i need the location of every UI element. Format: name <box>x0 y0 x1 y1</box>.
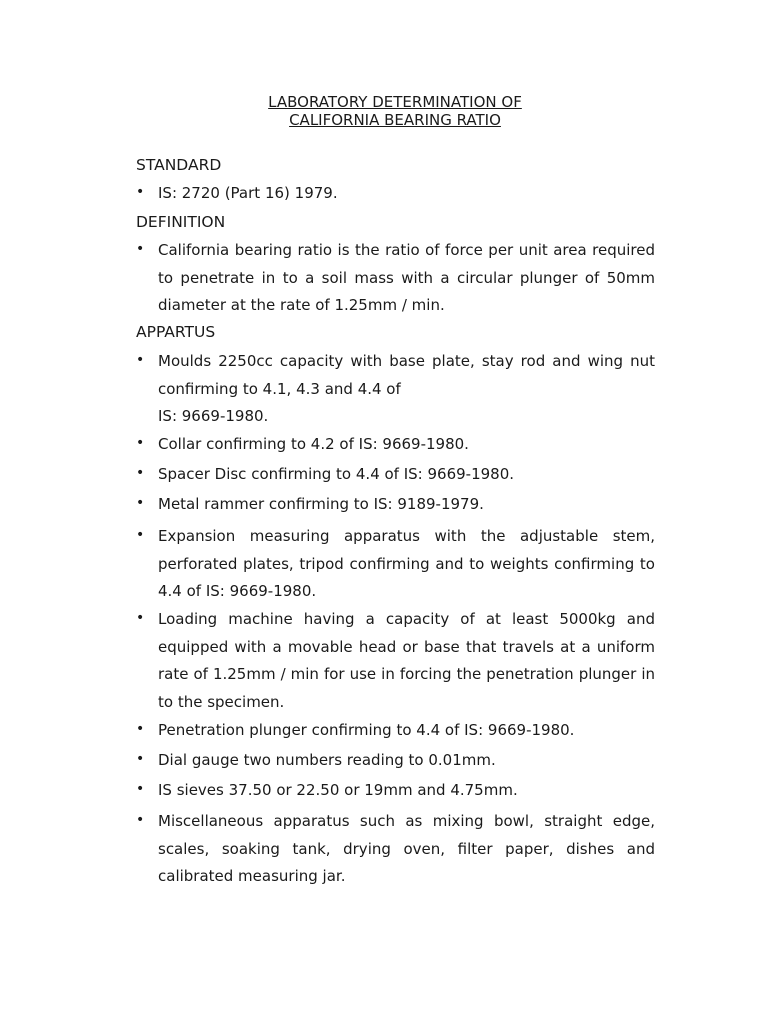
section-heading-apparatus: APPARTUS <box>136 323 216 341</box>
list-item-text: California bearing ratio is the ratio of force per unit area required to penetrate in to a soil mass with a circular plunger of 50mm diameter at the rate of 1.25mm / min. <box>158 241 655 314</box>
bullet-icon: • <box>136 184 145 200</box>
list-item-text: IS sieves 37.50 or 22.50 or 19mm and 4.75mm. <box>158 781 518 799</box>
bullet-icon: • <box>136 465 145 481</box>
section-heading-definition: DEFINITION <box>136 213 226 231</box>
section-heading-standard: STANDARD <box>136 156 222 174</box>
bullet-icon: • <box>136 527 145 543</box>
bullet-icon: • <box>136 495 145 511</box>
document-title-line-2: CALIFORNIA BEARING RATIO <box>289 111 501 129</box>
list-item-text: Dial gauge two numbers reading to 0.01mm. <box>158 751 496 769</box>
bullet-icon: • <box>136 781 145 797</box>
list-item-text: Collar confirming to 4.2 of IS: 9669-1980. <box>158 435 469 453</box>
bullet-icon: • <box>136 751 145 767</box>
list-item-text-continuation: IS: 9669-1980. <box>158 407 269 425</box>
list-item-text: Expansion measuring apparatus with the adjustable stem, perforated plates, tripod confirming and to weights confirming to 4.4 of IS: 9669-1980. <box>158 527 655 600</box>
list-item-text: IS: 2720 (Part 16) 1979. <box>158 184 338 202</box>
bullet-icon: • <box>136 610 145 626</box>
document-title-line-1: LABORATORY DETERMINATION OF <box>268 93 522 111</box>
list-item-text: Moulds 2250cc capacity with base plate, stay rod and wing nut confirming to 4.1, 4.3 and 4.4 of <box>158 352 655 398</box>
list-item-text: Miscellaneous apparatus such as mixing bowl, straight edge, scales, soaking tank, drying oven, filter paper, dishes and calibrated measuring jar. <box>158 812 655 885</box>
list-item-text: Spacer Disc confirming to 4.4 of IS: 9669-1980. <box>158 465 515 483</box>
list-item-text: Loading machine having a capacity of at least 5000kg and equipped with a movable head or base that travels at a uniform rate of 1.25mm / min for use in forcing the penetration plunger in to the specimen. <box>158 610 655 711</box>
list-item-text: Penetration plunger confirming to 4.4 of IS: 9669-1980. <box>158 721 575 739</box>
bullet-icon: • <box>136 352 145 368</box>
bullet-icon: • <box>136 812 145 828</box>
bullet-icon: • <box>136 241 145 257</box>
bullet-icon: • <box>136 721 145 737</box>
bullet-icon: • <box>136 435 145 451</box>
list-item-text: Metal rammer confirming to IS: 9189-1979. <box>158 495 484 513</box>
